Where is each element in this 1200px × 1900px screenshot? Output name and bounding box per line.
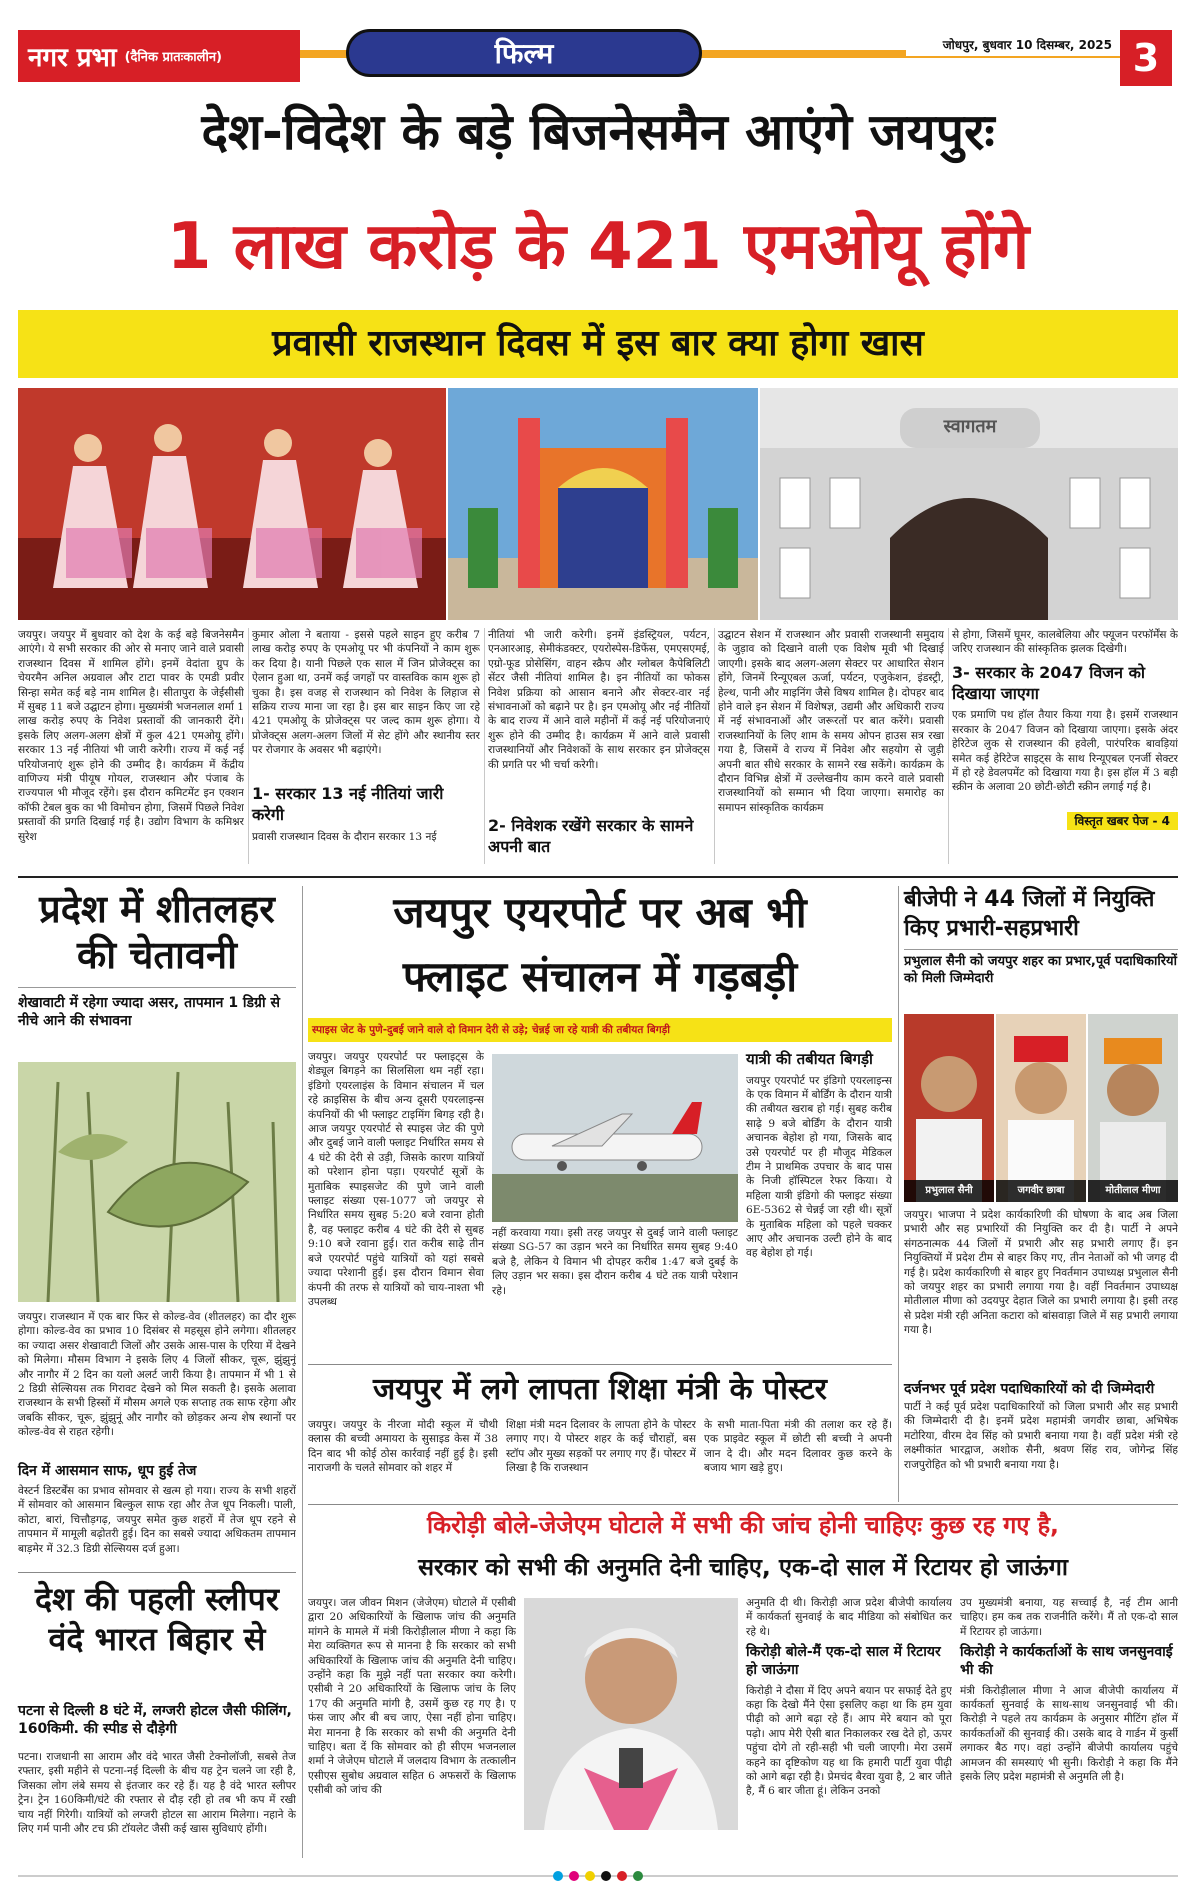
- airport-side-body: जयपुर एयरपोर्ट पर इंडिगो एयरलाइन्स के एक विमान में बोर्डिंग के दौरान यात्री की तबीयत खराब हो गई। सुबह करीब साढ़े 9 बजे बोर्डिंग के दौरान यात्री अचानक बेहोश हो गया, जिसके बाद उसे एयरपोर्ट पर ही मौजूद मेडिकल टीम ने प्राथमिक उपचार के बाद पास के निजी हॉस्पिटल रेफर किया। ये महिला यात्री इंडिगो की फ्लाइट संख्या 6E-5362 से चेन्नई जा रही थी। सूत्रों के मुताबिक महिला को पहले चक्कर आए और अचानक उल्टी होने के बाद वह बेहोश हो गई।: [746, 1074, 892, 1260]
- sleeper-headline: देश की पहली स्लीपर वंदे भारत बिहार से: [35, 1580, 279, 1658]
- kirodi-column-3-text: उप मुख्यमंत्री बनाया, यह सच्चाई है, नई टीम आनी चाहिए। हम कब तक राजनीति करेंगे। मैं तो एक-दो साल में रिटायर हो जाऊंगा।: [960, 1597, 1178, 1638]
- bjp-story: [904, 886, 1178, 988]
- lead-column-4: उद्घाटन सेशन में राजस्थान और प्रवासी राजस्थानी समुदाय के जुड़ाव को दिखाने वाली एक विशेष मूवी भी दिखाई जाएगी। इसके बाद अलग-अलग सेक्टर पर आधारित सेशन होंगे, जिनमें रिन्यूएबल ऊर्जा, पर्यटन, एजुकेशन, इंडस्ट्री, हेल्थ, पानी और माइनिंग जैसे विषय शामिल है। दोपहर बाद होने वाले इन सेशन में विशेषज्ञ, उद्यमी और अधिकारी राज्य में नई संभावनाओं और जरूरतों पर बात करेंगे। प्रवासी राजस्थानियों के लिए शाम के समय ओपन हाउस सत्र रखा गया है, जिसमें वे राज्य में निवेश और सहयोग से जुड़ी अपनी बात सीधे सरकार के सामने रख सकेंगे। कार्यक्रम के दौरान विभिन्न क्षेत्रों में उल्लेखनीय काम करने वाले प्रवासी राजस्थानियों को सम्मान भी दिया जाएगा। समारोह का समापन सांस्कृतिक कार्यक्रम: [718, 629, 944, 814]
- divider: [948, 628, 949, 864]
- lead-column-5: [952, 628, 1178, 872]
- airport-kicker: स्पाइस जेट के पुणे-दुबई जाने वाले दो विमान देरी से उड़े; चेन्नई जा रहे यात्री की तबीयत बिगड़ी: [308, 1018, 892, 1042]
- lead-column-3-text: नीतियां भी जारी करेगी। इनमें इंडस्ट्रियल, पर्यटन, एनआरआइ, सेमीकंडक्टर, एयरोस्पेस-डिफेंस, एमएसएमई, एग्रो-फूड प्रोसेसिंग, वाहन स्क्रैप और ग्लोबल कैपेबिलिटी सेंटर जैसी नीतियां शामिल है। इन नीतियों का फोकस निवेश प्रक्रिया को आसान बनाने और सेक्टर-वार नई संभावनाओं को बढ़ाने पर है। इन एमओयू और नई नीतियों के बाद राज्य में आने वाले महीनों में कई नई परियोजनाएं शुरू होने की उम्मीद है। कार्यक्रम में आने वाले प्रवासी राजस्थानियों और निवेशकों के साथ सरकार इन प्रोजेक्ट्स की प्रगति पर भी चर्चा करेगी।: [488, 629, 710, 771]
- posters-column-2: शिक्षा मंत्री मदन दिलावर के लापता होने के पोस्टर लगाए गए। ये पोस्टर शहर के कई चौराहों, बस स्टॉप और मुख्य सड़कों पर लगाए गए हैं। पोस्टर में लिखा है कि राजस्थान: [506, 1419, 696, 1475]
- divider: [714, 628, 715, 864]
- sleeper-subhead: पटना से दिल्ली 8 घंटे में, लग्जरी होटल जैसी फीलिंग, 160किमी. की स्पीड से दौड़ेगी: [18, 1703, 292, 1738]
- swagatam-sign: स्वागतम: [943, 416, 997, 437]
- section-label: फिल्म: [346, 29, 702, 77]
- coldwave-body-2: वेस्टर्न डिस्टर्बेंस का प्रभाव सोमवार से खत्म हो गया। राज्य के सभी शहरों में सोमवार को आसमान बिल्कुल साफ रहा और तेज धूप निकली। पाली, कोटा, बारां, चित्तौड़गढ़, जयपुर समेत कुछ शहरों में तेज धूप रहने से तापमान में मामूली बढ़ोतरी हुई। दिन का सबसे ज्यादा अधिकतम तापमान बाड़मेर में 32.3 डिग्री सेल्सियस दर्ज हुआ।: [18, 1485, 296, 1555]
- lead-column-2-text: कुमार ओला ने बताया - इससे पहले साइन हुए करीब 7 लाख करोड़ रुपए के एमओयू पर भी कंपनियों ने काम शुरू कर दिया है। यानी पिछले एक साल में जिन प्रोजेक्ट्स का ऐलान हुआ था, उनमें कई जगहों पर वास्तविक काम शुरू हो चुका है। इस वजह से राजस्थान को निवेश के लिहाज से सक्रिय राज्य माना जा रहा है। इस बार साइन किए जा रहे 421 एमओयू के प्रोजेक्ट्स पर जल्द काम शुरू होगा। ये प्रोजेक्ट्स अलग-अलग जिलों में सेट होंगे और स्थानीय स्तर पर रोजगार के अवसर भी बढ़ाएंगे।: [252, 629, 480, 757]
- dateline: जोधपुर, बुधवार 10 दिसम्बर, 2025: [906, 36, 1120, 56]
- airport-column-2: नहीं करवाया गया। इसी तरह जयपुर से दुबई जाने वाली फ्लाइट संख्या SG-57 का उड़ान भरने का निर्धारित समय सुबह 9:40 बजे है, लेकिन ये विमान भी दोपहर करीब 1:47 बजे दुबई के लिए उड़ान भर सका। इस दौरान करीब 4 घंटे तक यात्री परेशान रहे।: [492, 1227, 738, 1297]
- lead-col5-body: एक प्रमाणि पथ हॉल तैयार किया गया है। इसमें राजस्थान सरकार के 2047 विजन को दिखाया जाएगा। इसके अंदर हेरिटेज लुक से राजस्थान की हवेली, पारंपरिक बावड़ियां समेत कई हेरिटेज साइट्स के साथ रिन्यूएबल एनर्जी सेक्टर में हो रहे डेवलपमेंट को दिखाया गया है। इस हॉल में 3 बड़ी स्क्रीन के अलावा 20 छोटी-छोटी स्क्रीन लगाई गई है।: [952, 709, 1178, 794]
- divider: [484, 628, 485, 864]
- coldwave-body: जयपुर। राजस्थान में एक बार फिर से कोल्ड-वेव (शीतलहर) का दौर शुरू होगा। कोल्ड-वेव का प्रभाव 10 दिसंबर से महसूस होने लगेगा। शीतलहर का ज्यादा असर शेखावाटी जिलों और उसके आस-पास के एरिया में देखने को मिलेगा। मौसम विभाग ने इसके लिए 4 जिलों सीकर, चूरू, झुंझुनूं और नागौर में 2 दिन का यलो अलर्ट जारी किया है। तापमान में भी 1 से 2 डिग्री सेल्सियस तक गिरावट देखने को मिल सकती है। इसके अलावा राजस्थान के सभी हिस्सों में मौसम अगले एक सप्ताह तक साफ रहेगा और जबकि सीकर, चूरू, झुंझुनूं और नागौर को छोड़कर अन्य शेष स्थानों पर कोल्ड-वेव से राहत रहेगी।: [18, 1311, 296, 1439]
- lead-column-2: [252, 628, 480, 868]
- kirodi-col3-body: मंत्री किरोड़ीलाल मीणा ने आज बीजेपी कार्यालय में कार्यकर्ता सुनवाई के साथ-साथ जनसुनवाई भी की। किरोड़ी ने पहले तय कार्यक्रम के अनुसार मीटिंग हॉल में कार्यकर्ताओं की सुनवाई की। उसके बाद वे गार्डन में कुर्सी लगाकर बैठ गए। वहां उन्होंने बीजेपी कार्यालय पहुंचे आमजन की समस्याएं भी सुनी। किरोड़ी ने कहा कि मैंने इसके लिए प्रदेश महामंत्री से अनुमति ली है।: [960, 1684, 1178, 1784]
- kirodi-column-2: [746, 1596, 952, 1858]
- lead-column-3: [488, 628, 710, 868]
- kirodi-col2-subhead: किरोड़ी बोले-मैं एक-दो साल में रिटायर हो जाऊंगा: [746, 1644, 941, 1679]
- dancers-photo: [18, 388, 446, 620]
- coldwave-story: [18, 886, 296, 1030]
- airport-side-subhead: यात्री की तबीयत बिगड़ी: [746, 1050, 873, 1068]
- portrait-caption-3: मोतीलाल मीणा: [1088, 1180, 1178, 1202]
- airport-headline-line2: फ्लाइट संचालन में गड़बड़ी: [402, 952, 798, 1001]
- masthead-brand: [18, 30, 300, 82]
- lead-subhead: प्रवासी राजस्थान दिवस में इस बार क्या होगा खास: [18, 310, 1178, 378]
- portrait-3: [1088, 1014, 1178, 1202]
- section-rule: [18, 876, 1178, 878]
- divider: [308, 1504, 1178, 1505]
- kirodi-headline-line2: सरकार को सभी की अनुमति देनी चाहिए, एक-दो साल में रिटायर हो जाऊंगा: [418, 1553, 1068, 1581]
- portrait-caption-1: प्रभुलाल सैनी: [904, 1180, 994, 1202]
- gate-photo: [448, 388, 758, 620]
- paper-tagline: (दैनिक प्रातःकालीन): [124, 50, 222, 65]
- swagatam-photo: [760, 388, 1178, 620]
- kirodi-col2-body: किरोड़ी ने दौसा में दिए अपने बयान पर सफाई देते हुए कहा कि देखो मैंने ऐसा इसलिए कहा था कि हम युवा पीढ़ी को आगे बढ़ा रहे हैं। आप मेरे बयान को पूरा पढ़ो। आप मेरी ऐसी बात निकालकर रख देते हो, ऊपर पहुंचा दोगे तो रही-सही भी चली जाएगी। मेरा उसमें कहने का दृष्टिकोण यह था कि हमारी पार्टी युवा पीढ़ी को आगे बढ़ा रही है। प्रेमचंद बैरवा युवा है, 2 बार जीते है, मैं 6 बार जीता हूं। लेकिन उनको: [746, 1684, 952, 1798]
- divider: [248, 628, 249, 864]
- lead-headline-line1: देश-विदेश के बड़े बिजनेसमैन आएंगे जयपुरः: [201, 103, 995, 161]
- lead-col3-subhead: 2- निवेशक रखेंगे सरकार के सामने अपनी बात: [488, 816, 694, 856]
- lead-column-1: जयपुर। जयपुर में बुधवार को देश के कई बड़े बिजनेसमैन आएंगे। ये सभी सरकार की ओर से मनाए जाने वाले प्रवासी राजस्थान दिवस में शामिल होंगे। इनमें वेदांता ग्रुप के चेयरमैन अनिल अग्रवाल और टाटा पावर के एमडी प्रवीर सिन्हा समेत कई बड़े नाम शामिल है। सीतापुरा के जेईसीसी में सुबह 11 बजे उद्घाटन होगा। मुख्यमंत्री भजनलाल शर्मा 1 लाख करोड़ रुपए के निवेश प्रस्तावों की जानकारी देंगे। इसके लिए अलग-अलग क्षेत्रों में कुल 421 एमओयू होंगे। सरकार 13 नई नीतियां भी जारी करेगी। राज्य में कई नई परियोजनाएं शुरू होने की उम्मीद है। कार्यक्रम में केंद्रीय वाणिज्य मंत्री पीयूष गोयल, राजस्थान और पंजाब के राज्यपाल भी मौजूद रहेंगे। इस दौरान कमिटमेंट इन एक्शन कॉफी टेबल बुक का भी विमोचन होगा, जिसमें पिछले निवेश प्रस्तावों की प्रगति दिखाई गई है। उद्योग विभाग के कमिश्नर सुरेश: [18, 629, 244, 843]
- kirodi-column-2-text: अनुमति दी थी। किरोड़ी आज प्रदेश बीजेपी कार्यालय में कार्यकर्ता सुनवाई के बाद मीडिया को संबोधित कर रहे थे।: [746, 1597, 952, 1638]
- kirodi-headline-line1: किरोड़ी बोले-जेजेएम घोटाले में सभी की जांच होनी चाहिएः कुछ रह गए है,: [426, 1511, 1059, 1539]
- lead-col2-tail: प्रवासी राजस्थान दिवस के दौरान सरकार 13 नई: [252, 830, 437, 843]
- bjp-body-2: पार्टी ने कई पूर्व प्रदेश पदाधिकारियों को जिला प्रभारी और सह प्रभारी की जिम्मेदारी दी है। इनमें प्रदेश महामंत्री जगवीर छाबा, अभिषेक मटोरिया, वीरम देव सिंह को प्रभारी बनाया गया है। वहीं प्रदेश मंत्री रहे लक्ष्मीकांत भारद्वाज, अशोक सैनी, श्रवण सिंह राव, जोगेन्द्र सिंह राजपुरोहित को भी प्रभारी बनाया गया है।: [904, 1401, 1178, 1471]
- bjp-headline: बीजेपी ने 44 जिलों में नियुक्ति किए प्रभारी-सहप्रभारी: [904, 887, 1155, 941]
- airplane-photo: [492, 1054, 738, 1222]
- lead-col2-subhead: 1- सरकार 13 नई नीतियां जारी करेगी: [252, 784, 444, 824]
- posters-headline: जयपुर में लगे लापता शिक्षा मंत्री के पोस्टर: [373, 1372, 827, 1407]
- lead-column-5-text: से होगा, जिसमें घूमर, कालबेलिया और फ्यूजन परफॉर्मेंस के जरिए राजस्थान की सांस्कृतिक झलक दिखेगी।: [952, 629, 1178, 656]
- coldwave-subhead: शेखावाटी में रहेगा ज्यादा असर, तापमान 1 डिग्री से नीचे आने की संभावना: [18, 987, 296, 1030]
- divider: [302, 886, 303, 1858]
- kirodi-photo: [524, 1598, 738, 1830]
- posters-column-3: के सभी माता-पिता मंत्री की तलाश कर रहे हैं। एक प्राइवेट स्कूल में छोटी सी बच्ची ने अपनी जान दे दी। और मदन दिलावर कुछ करने के बजाय भाग खड़े हुए।: [704, 1419, 892, 1475]
- airport-sidebar: [746, 1050, 892, 1326]
- lead-headline-line2: 1 लाख करोड़ के 421 एमओयू होंगे: [166, 210, 1030, 284]
- airport-headline-line1: जयपुर एयरपोर्ट पर अब भी: [393, 888, 807, 937]
- kirodi-column-1: जयपुर। जल जीवन मिशन (जेजेएम) घोटाले में एसीबी द्वारा 20 अधिकारियों के खिलाफ जांच की अनुमति मांगने के मामले में मंत्री किरोड़ीलाल मीणा ने कहा कि मेरा व्यक्तिगत रूप से मानना है कि सरकार को सभी अधिकारियों के खिलाफ जांच की अनुमति देनी चाहिए। उन्होंने कहा कि मुझे नहीं पता सरकार क्या करेगी। एसीबी ने 20 अधिकारियों के खिलाफ जांच के लिए 17ए की अनुमति मांगी है, उसमें कुछ रह गए है। ए फंस जाए और बी बच जाए, ऐसा नहीं होना चाहिए। मेरा मानना है कि सरकार को सभी की अनुमति देनी चाहिए। बता दें कि सोमवार को ही सीएम भजनलाल शर्मा ने जेजेएम घोटाले में जलदाय विभाग के तत्कालीन एसीएस सुबोध अग्रवाल सहित 6 अफसरों के खिलाफ एसीबी को जांच की: [308, 1597, 516, 1797]
- airport-column-1: जयपुर। जयपुर एयरपोर्ट पर फ्लाइट्स के शेड्यूल बिगड़ने का सिलसिला थम नहीं रहा। इंडिगो एयरलाइंस के विमान संचालन में चल रहे क्राइसिस के बीच अन्य दूसरी एयरलाइन्स कंपनियों की भी फ्लाइट टाइमिंग बिगड़ रही है। आज जयपुर एयरपोर्ट से स्पाइस जेट की पुणे और दुबई जाने वाली फ्लाइट निर्धारित समय से 4 घंटे की देरी से उड़ी, जिसके कारण यात्रियों को परेशान होना पड़ा। एयरपोर्ट सूत्रों के मुताबिक स्पाइसजेट की पुणे जाने वाली फ्लाइट संख्या एस-1077 जो जयपुर से निर्धारित समय सुबह 5:20 बजे रवाना होती है, वह फ्लाइट करीब 4 घंटे की देरी से सुबह 9:10 बजे रवाना हुई। रात करीब साढ़े तीन बजे एयरपोर्ट पहुंचे यात्रियों को यहां सबसे ज्यादा परेशानी हुई। इस दौरान विमान सेवा कंपनी की तरफ से यात्रियों को चाय-नाश्ता भी उपलब्ध: [308, 1051, 484, 1308]
- posters-column-1: जयपुर। जयपुर के नीरजा मोदी स्कूल में चौथी क्लास की बच्ची अमायरा के सुसाइड केस में 38 दिन बाद भी कोई ठोस कार्रवाई नहीं हुई है। इसी नाराजगी के चलते सोमवार को शहर में: [308, 1419, 498, 1475]
- portrait-2: [996, 1014, 1086, 1202]
- bjp-body: जयपुर। भाजपा ने प्रदेश कार्यकारिणी की घोषणा के बाद अब जिला प्रभारी और सह प्रभारियों की नियुक्ति कर दी है। पार्टी ने अपने संगठनात्मक 44 जिलों में प्रभारी और सह प्रभारी लगाए हैं। इन नियुक्तियों में प्रदेश टीम से बाहर किए गए, तीन नेताओं को भी जगह दी गई है। प्रदेश कार्यकारिणी से बाहर हुए निवर्तमान उपाध्यक्ष प्रभुलाल सैनी को जयपुर शहर का प्रभारी लगाया गया है। वहीं निवर्तमान उपाध्यक्ष मोतीलाल मीणा को उदयपुर देहात जिले का प्रभारी लगाया है। इसी तरह से प्रदेश मंत्री रही अनिता कटारा को बांसवाड़ा जिले में सह प्रभारी लगाया गया है।: [904, 1209, 1178, 1337]
- bjp-subhead: प्रभुलाल सैनी को जयपुर शहर का प्रभार,पूर्व पदाधिकारियों को मिली जिम्मेदारी: [904, 949, 1178, 988]
- footer-color-strip: [18, 1868, 1178, 1882]
- bjp-subhead-2: दर्जनभर पूर्व प्रदेश पदाधिकारियों को दी जिम्मेदारी: [904, 1381, 1155, 1397]
- coldwave-headline: प्रदेश में शीतलहर की चेतावनी: [39, 887, 275, 978]
- portrait-caption-2: जगवीर छाबा: [996, 1180, 1086, 1202]
- coldwave-subhead-2: दिन में आसमान साफ, धूप हुई तेज: [18, 1463, 197, 1479]
- crop-leaf-photo: [18, 1062, 296, 1302]
- portrait-1: [904, 1014, 994, 1202]
- sleeper-body: पटना। राजधानी सा आराम और वंदे भारत जैसी टेक्नोलॉजी, सबसे तेज रफ्तार, इसी महीने से पटना-नई दिल्ली के बीच यह ट्रेन चलने जा रही है, जिसका लोग लंबे समय से इंतजार कर रहे हैं। यह है वंदे भारत स्लीपर ट्रेन। ट्रेन 160किमी/घंटे की रफ्तार से दौड़ रही हो तब भी कप में रखी चाय नहीं गिरेगी। यात्रियों को लग्जरी होटल सा आराम मिलेगा। नहाने के लिए गर्म पानी और टच फ्री टॉयलेट जैसी कई खास सुविधाएं होंगी।: [18, 1751, 296, 1836]
- divider: [18, 1572, 296, 1573]
- paper-name: नगर प्रभा: [28, 43, 117, 73]
- page-number: 3: [1120, 30, 1172, 86]
- kirodi-col3-subhead: किरोड़ी ने कार्यकर्ताओं के साथ जनसुनवाई भी की: [960, 1644, 1173, 1679]
- bjp-photos: [904, 1014, 1178, 1202]
- kirodi-column-3: [960, 1596, 1178, 1858]
- divider: [308, 1364, 892, 1365]
- continued-link[interactable]: विस्तृत खबर पेज - 4: [1067, 812, 1178, 830]
- divider: [898, 886, 899, 1502]
- lead-col5-subhead: 3- सरकार के 2047 विजन को दिखाया जाएगा: [952, 662, 1146, 703]
